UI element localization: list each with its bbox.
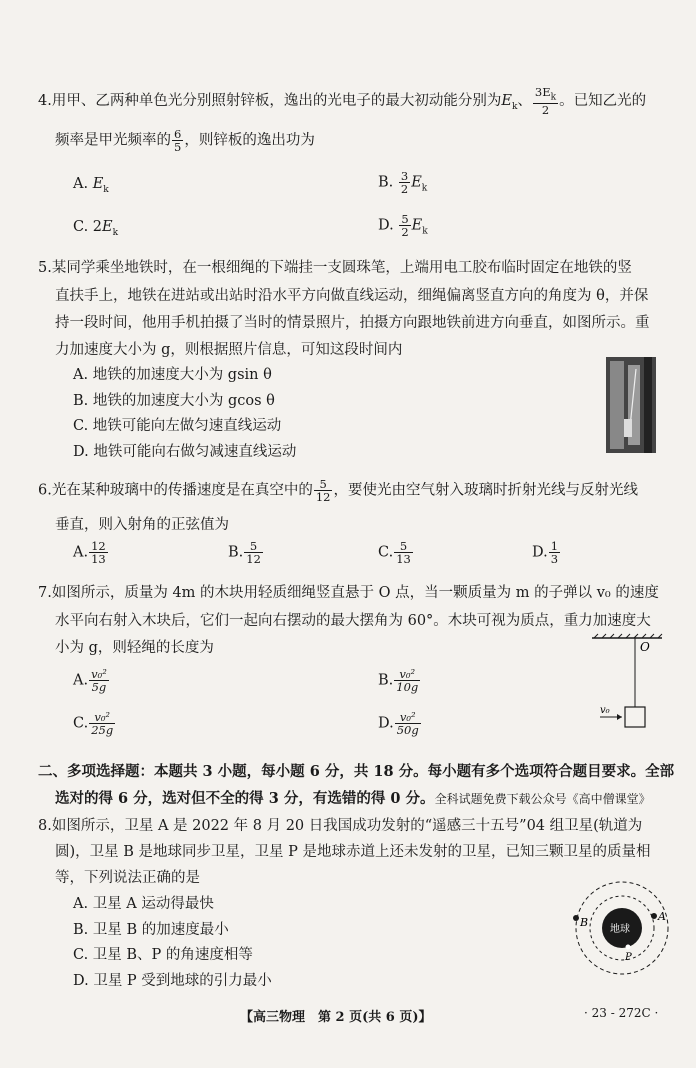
q4-stem-line1: 4.用甲、乙两种单色光分别照射锌板，逸出的光电子的最大初动能分别为$E_k$、 $\frac{3E_k}{2}$ 。已知乙光的 xyxy=(38,85,647,117)
orbit-diagram xyxy=(570,876,674,980)
satellite-p-label: P xyxy=(625,952,632,963)
q7-stem-line1: 7.如图所示，质量为 4m 的木块用轻质细绳竖直悬于 O 点，当一颗质量为 m 的子弹以 v₀ 的速度 xyxy=(38,585,659,601)
subway-photo xyxy=(606,357,656,453)
q6-option-c: C. $\frac{5}{13}$ xyxy=(378,539,411,567)
fraction-6-over-5: $\frac{6}{5}$ xyxy=(174,127,182,155)
q6-stem-line1: 6.光在某种玻璃中的传播速度是在真空中的 $\frac{5}{12}$ ，要使光由空气射入玻璃时折射光线与反射光线 xyxy=(38,477,638,505)
satellite-a-dot xyxy=(651,913,657,919)
satellite-b-label: B xyxy=(580,916,589,929)
q8-stem-line1: 8.如图所示，卫星 A 是 2022 年 8 月 20 日我国成功发射的“遥感三十五号”04 组卫星(轨道为 xyxy=(38,818,643,834)
q8-option-d: D. 卫星 P 受到地球的引力最小 xyxy=(73,973,272,989)
q7-stem-line2: 水平向右射入木块后，它们一起向右摆动的最大摆角为 60°。木块可视为质点，重力加速度大 xyxy=(55,613,651,629)
satellite-b-dot xyxy=(573,915,579,921)
satellite-a-label: A xyxy=(658,910,666,923)
q5-option-d: D. 地铁可能向右做匀减速直线运动 xyxy=(73,444,297,460)
fraction-5-over-12: $\frac{5}{12}$ xyxy=(315,477,331,505)
q7-option-c: C. $\frac{\text{v₀²}}{25g}$ xyxy=(73,710,114,738)
q6-option-b: B. $\frac{5}{12}$ xyxy=(228,539,261,567)
section2-heading-line2: 选对的得 6 分，选对但不全的得 3 分，有选错的得 0 分。全科试题免费下载公众号《高中僧课堂》 xyxy=(55,790,651,807)
q8-stem-line2: 圆)，卫星 B 是地球同步卫星，卫星 P 是地球赤道上还未发射的卫星，已知三颗卫星的质量相 xyxy=(55,844,651,860)
q7-stem-line3: 小为 g，则轻绳的长度为 xyxy=(55,640,214,656)
bullet-velocity-label: v₀ xyxy=(600,705,610,716)
q5-option-a: A. 地铁的加速度大小为 gsin θ xyxy=(73,367,272,383)
earth-label: 地球 xyxy=(610,924,630,935)
q4-option-b: B. $\frac{3}{2}$ $E_k$ xyxy=(378,169,428,197)
q7-option-b: B. $\frac{\text{v₀²}}{10g}$ xyxy=(378,667,419,695)
q8-option-b: B. 卫星 B 的加速度最小 xyxy=(73,922,229,938)
q7-option-d: D. $\frac{\text{v₀²}}{50g}$ xyxy=(378,710,419,738)
q7-option-a: A. $\frac{\text{v₀²}}{5g}$ xyxy=(73,667,107,695)
q5-option-c: C. 地铁可能向左做匀速直线运动 xyxy=(73,418,282,434)
pendulum-diagram xyxy=(590,634,670,734)
q5-stem-line1: 5.某同学乘坐地铁时，在一根细绳的下端挂一支圆珠笔，上端用电工胶布临时固定在地铁的竖 xyxy=(38,260,632,276)
q5-stem-line4: 力加速度大小为 g，则根据照片信息，可知这段时间内 xyxy=(55,342,403,358)
fraction-3ek-over-2: $\frac{3E_k}{2}$ xyxy=(534,85,557,117)
section2-heading-line1: 二、多项选择题：本题共 3 小题，每小题 6 分，共 18 分。每小题有多个选项符合题目要求。全部 xyxy=(38,763,675,780)
watermark-text: 全科试题免费下载公众号《高中僧课堂》 xyxy=(434,792,651,806)
q4-option-c: C. $2E_k$ xyxy=(73,219,119,238)
q4-stem-line2: 频率是甲光频率的 $\frac{6}{5}$ ，则锌板的逸出功为 xyxy=(55,127,315,155)
q4-option-a: A. $E_k$ xyxy=(73,176,109,195)
footer-code: · 23 - 272C · xyxy=(584,1006,659,1020)
q6-option-a: A. $\frac{12}{13}$ xyxy=(73,539,106,567)
q8-stem-line3: 等，下列说法正确的是 xyxy=(55,870,200,886)
satellite-p-dot xyxy=(626,945,631,950)
q6-stem-line2: 垂直，则入射角的正弦值为 xyxy=(55,517,229,533)
subway-photo-drawing xyxy=(606,357,656,453)
q5-stem-line2: 直扶手上，地铁在进站或出站时沿水平方向做直线运动，细绳偏离竖直方向的角度为 θ，并保 xyxy=(55,288,649,304)
q5-stem-line3: 持一段时间，他用手机拍摄了当时的情景照片，拍摄方向跟地铁前进方向垂直，如图所示。重 xyxy=(55,315,650,331)
pivot-label: O xyxy=(640,640,650,654)
q6-option-d: D. $\frac{1}{3}$ xyxy=(532,539,559,567)
q8-option-a: A. 卫星 A 运动得最快 xyxy=(73,896,214,912)
q5-option-b: B. 地铁的加速度大小为 gcos θ xyxy=(73,393,275,409)
q4-option-d: D. $\frac{5}{2}$ $E_k$ xyxy=(378,212,428,240)
footer-page-info: 【高三物理 第 2 页(共 6 页)】 xyxy=(240,1010,432,1025)
q8-option-c: C. 卫星 B、P 的角速度相等 xyxy=(73,947,253,963)
